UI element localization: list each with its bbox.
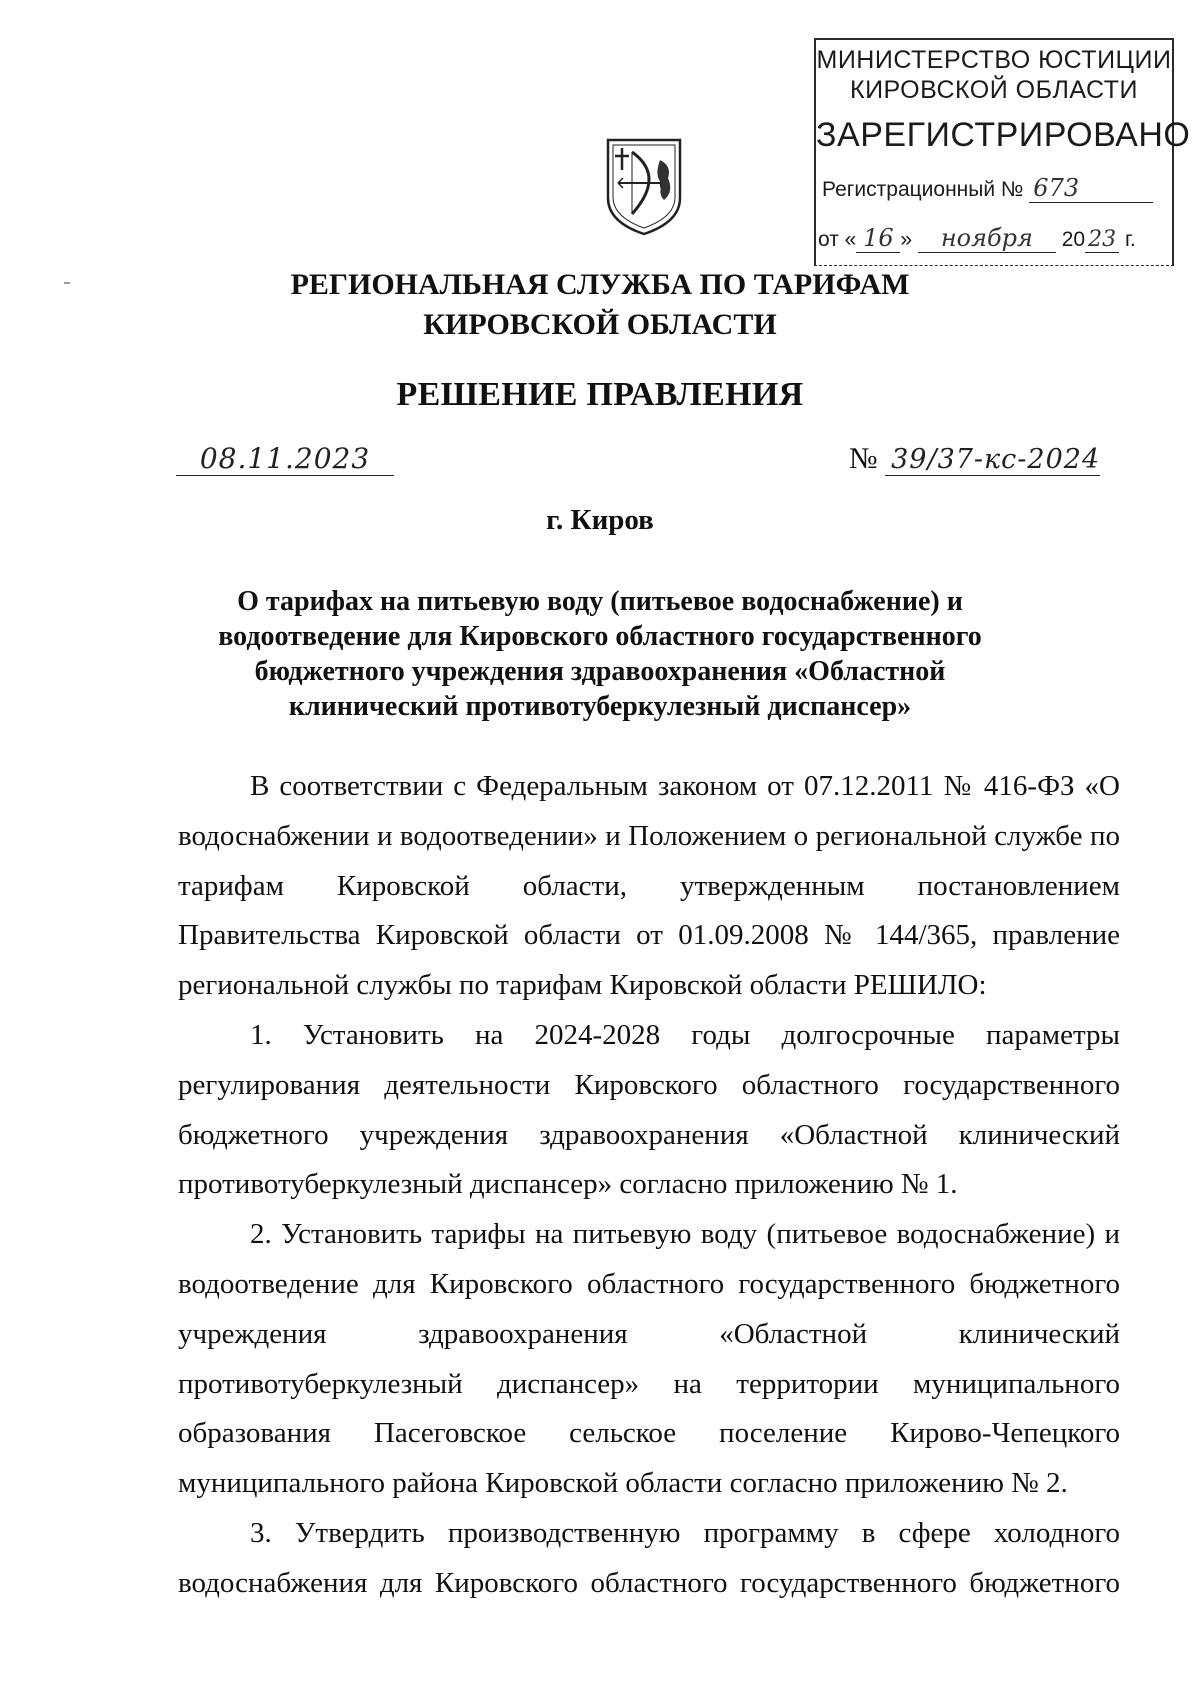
stamp-registered: ЗАРЕГИСТРИРОВАНО xyxy=(816,116,1191,154)
stamp-date-month: ноября xyxy=(918,224,1056,253)
document-number: 39/37-кс-2024 xyxy=(885,444,1100,476)
item-1-paragraph: 1. Установить на 2024-2028 годы долгосрочные параметры регулирования деятельности Кировского областного государственного бюджетного учреждения здравоохранения «Областной клинический противотуберкулезный диспансер» согласно приложению № 1. xyxy=(178,1018,1120,1201)
stamp-date-day: 16 xyxy=(856,224,900,253)
registration-stamp xyxy=(814,38,1191,266)
document-body xyxy=(178,762,1120,1609)
stamp-date-year-prefix: 20 xyxy=(1061,228,1086,251)
decision-title: РЕШЕНИЕ ПРАВЛЕНИЯ xyxy=(396,376,804,413)
item-3-paragraph: 3. Утвердить производственную программу в сфере холодного водоснабжения для Кировского областного государственного бюджетного xyxy=(178,1516,1120,1599)
stamp-date-year: 23 xyxy=(1085,227,1119,253)
stamp-date-prefix: от « xyxy=(818,228,857,251)
stamp-date-year-end: г. xyxy=(1124,228,1136,251)
document-number-label: № xyxy=(849,442,878,475)
stamp-ministry: МИНИСТЕРСТВО ЮСТИЦИИ xyxy=(816,46,1172,74)
subject-line: клинический противотуберкулезный диспансер» xyxy=(288,691,912,722)
stamp-reg-label: Регистрационный № xyxy=(822,178,1024,201)
subject-line: О тарифах на питьевую воду (питьевое водоснабжение) и xyxy=(237,586,963,617)
subject-line: бюджетного учреждения здравоохранения «Областной xyxy=(254,656,946,687)
document-subject xyxy=(0,584,1200,724)
agency-name-line2: КИРОВСКОЙ ОБЛАСТИ xyxy=(423,308,777,341)
stamp-registration-row xyxy=(822,174,1153,203)
agency-name-line1: РЕГИОНАЛЬНАЯ СЛУЖБА ПО ТАРИФАМ xyxy=(290,268,910,301)
stamp-region: КИРОВСКОЙ ОБЛАСТИ xyxy=(850,76,1138,104)
subject-line: водоотведение для Кировского областного государственного xyxy=(218,621,982,652)
stamp-date-mid: » xyxy=(900,228,913,251)
document-date: 08.11.2023 xyxy=(176,442,394,476)
kirov-coat-of-arms-icon xyxy=(604,136,684,236)
document-number-row xyxy=(849,442,1100,476)
preamble-paragraph: В соответствии с Федеральным законом от 07.12.2011 № 416-ФЗ «О водоснабжении и водоотведении» и Положением о региональной службе по тарифам Кировской области, утвержденным постановлением Правительства Кировской области от 01.09.2008 № 144/365, правление региональной службы по тарифам Кировской области РЕШИЛО: xyxy=(178,770,1120,1002)
city: г. Киров xyxy=(546,504,654,536)
stamp-reg-number: 673 xyxy=(1029,174,1153,203)
item-2-paragraph: 2. Установить тарифы на питьевую воду (питьевое водоснабжение) и водоотведение для Кировского областного государственного бюджетного учреждения здравоохранения «Областной клинический противотуберкулезный диспансер» на территории муниципального образования Пасеговское сельское поселение Кирово-Чепецкого муниципального района Кировской области согласно приложению № 2. xyxy=(178,1218,1120,1500)
stamp-date-row xyxy=(818,224,1136,253)
